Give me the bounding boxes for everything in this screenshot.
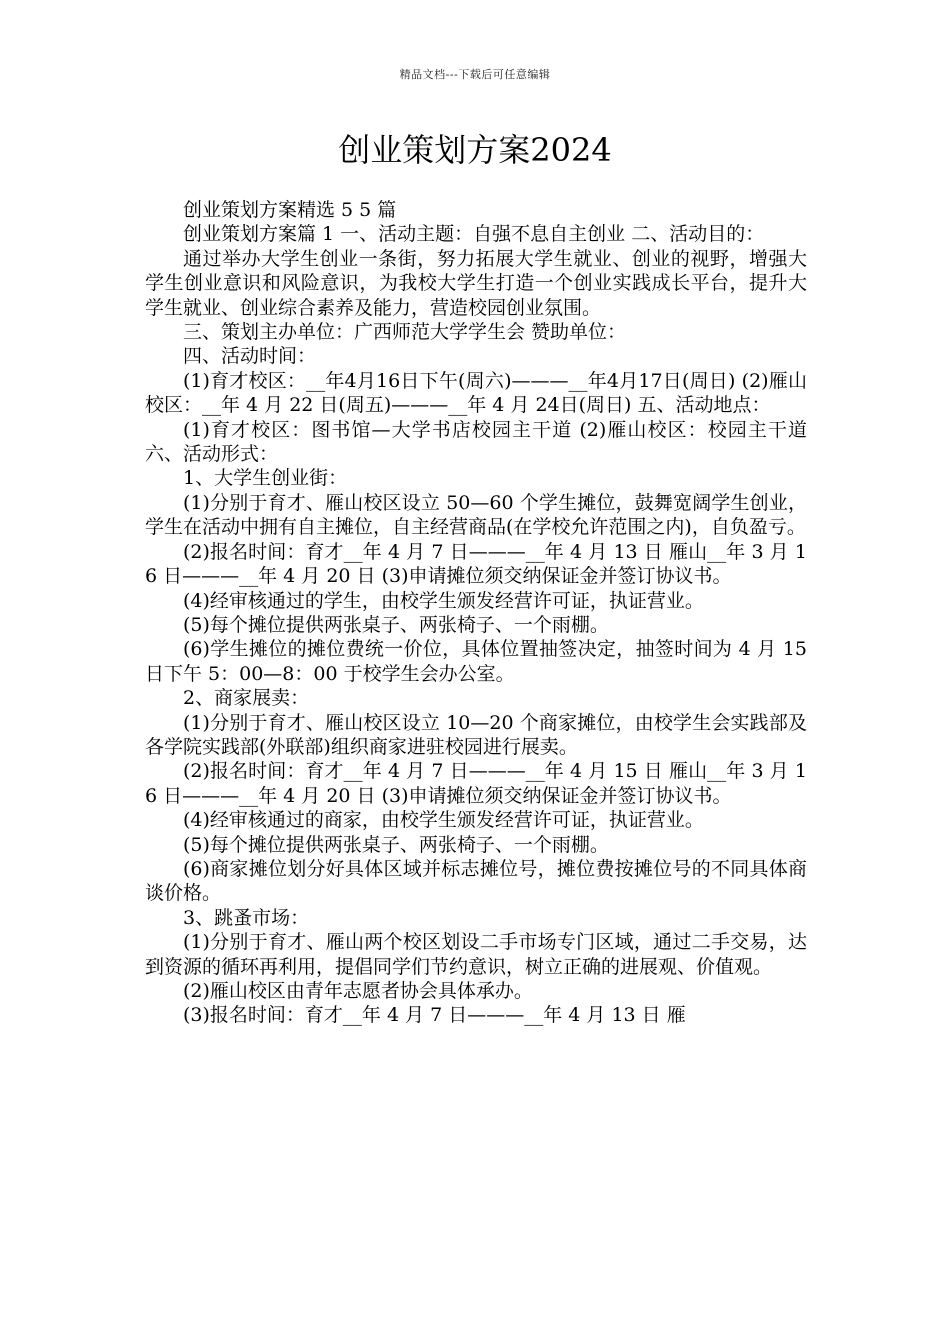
paragraph: 三、策划主办单位：广西师范大学学生会 赞助单位： — [183, 321, 627, 344]
paragraph: (6)学生摊位的摊位费统一价位，具体位置抽签决定，抽签时间为 4 月 15 日下午 5：00—8：00 于校学生会办公室。 — [145, 638, 807, 685]
paragraph: (2)报名时间：育才__年 4 月 7 日———__年 4 月 13 日 雁山__年 3 月 16 日———__年 4 月 20 日 (3)申请摊位须交纳保证金并签订协议书。 — [145, 540, 807, 588]
paragraph: 创业策划方案精选 5 5 篇 — [183, 199, 397, 221]
paragraph: (4)经审核通过的商家，由校学生颁发经营许可证，执证营业。 — [183, 809, 704, 832]
paragraph: 2、商家展卖： — [183, 687, 310, 710]
paragraph: (1)分别于育才、雁山校区设立 50—60 个学生摊位，鼓舞宽阔学生创业，学生在活动中拥有自主摊位，自主经营商品(在学校允许范围之内)，自负盈亏。 — [145, 491, 807, 539]
document-title: 创业策划方案2024 — [338, 131, 612, 169]
paragraph: (1)育才校区：__年4月16日下午(周六)———__年4月17日(周日) (2)雁山校区：__年 4 月 22 日(周五)———__年 4 月 24日(周日) 五、活动地点： — [145, 369, 807, 417]
paragraph: 3、跳蚤市场： — [183, 906, 310, 929]
paragraph: (1)分别于育才、雁山两个校区划设二手市场专门区域，通过二手交易，达到资源的循环再利用，提倡同学们节约意识，树立正确的进展观、价值观。 — [145, 931, 807, 978]
paragraph: (1)分别于育才、雁山校区设立 10—20 个商家摊位，由校学生会实践部及各学院实践部(外联部)组织商家进驻校园进行展卖。 — [145, 711, 807, 758]
paragraph: (5)每个摊位提供两张桌子、两张椅子、一个雨棚。 — [183, 833, 609, 856]
paragraph: 通过举办大学生创业一条街，努力拓展大学生就业、创业的视野，增强大学生创业意识和风险意识，为我校大学生打造一个创业实践成长平台，提升大学生就业、创业综合素养及能力，营造校园创业氛围。 — [145, 247, 807, 319]
paragraph: (2)雁山校区由青年志愿者协会具体承办。 — [183, 980, 533, 1002]
paragraph: (4)经审核通过的学生，由校学生颁发经营许可证，执证营业。 — [183, 589, 704, 612]
paragraph: (5)每个摊位提供两张桌子、两张椅子、一个雨棚。 — [183, 613, 609, 636]
paragraph: (2)报名时间：育才__年 4 月 7 日———__年 4 月 15 日 雁山__年 3 月 16 日———__年 4 月 20 日 (3)申请摊位须交纳保证金并签订协议书。 — [145, 760, 807, 807]
document-body — [145, 198, 807, 1028]
paragraph: (1)育才校区：图书馆—大学书店校园主干道 (2)雁山校区：校园主干道 六、活动形式： — [145, 418, 807, 466]
paragraph: 1、大学生创业街： — [183, 467, 348, 490]
paragraph: (3)报名时间：育才__年 4 月 7 日———__年 4 月 13 日 雁 — [183, 1004, 686, 1027]
paragraph: 创业策划方案篇 1 一、活动主题：自强不息自主创业 二、活动目的： — [183, 223, 765, 246]
paragraph: 四、活动时间： — [183, 345, 317, 368]
header-note: 精品文档---下载后可任意编辑 — [399, 68, 551, 81]
paragraph: (6)商家摊位划分好具体区域并标志摊位号，摊位费按摊位号的不同具体商谈价格。 — [145, 857, 807, 905]
